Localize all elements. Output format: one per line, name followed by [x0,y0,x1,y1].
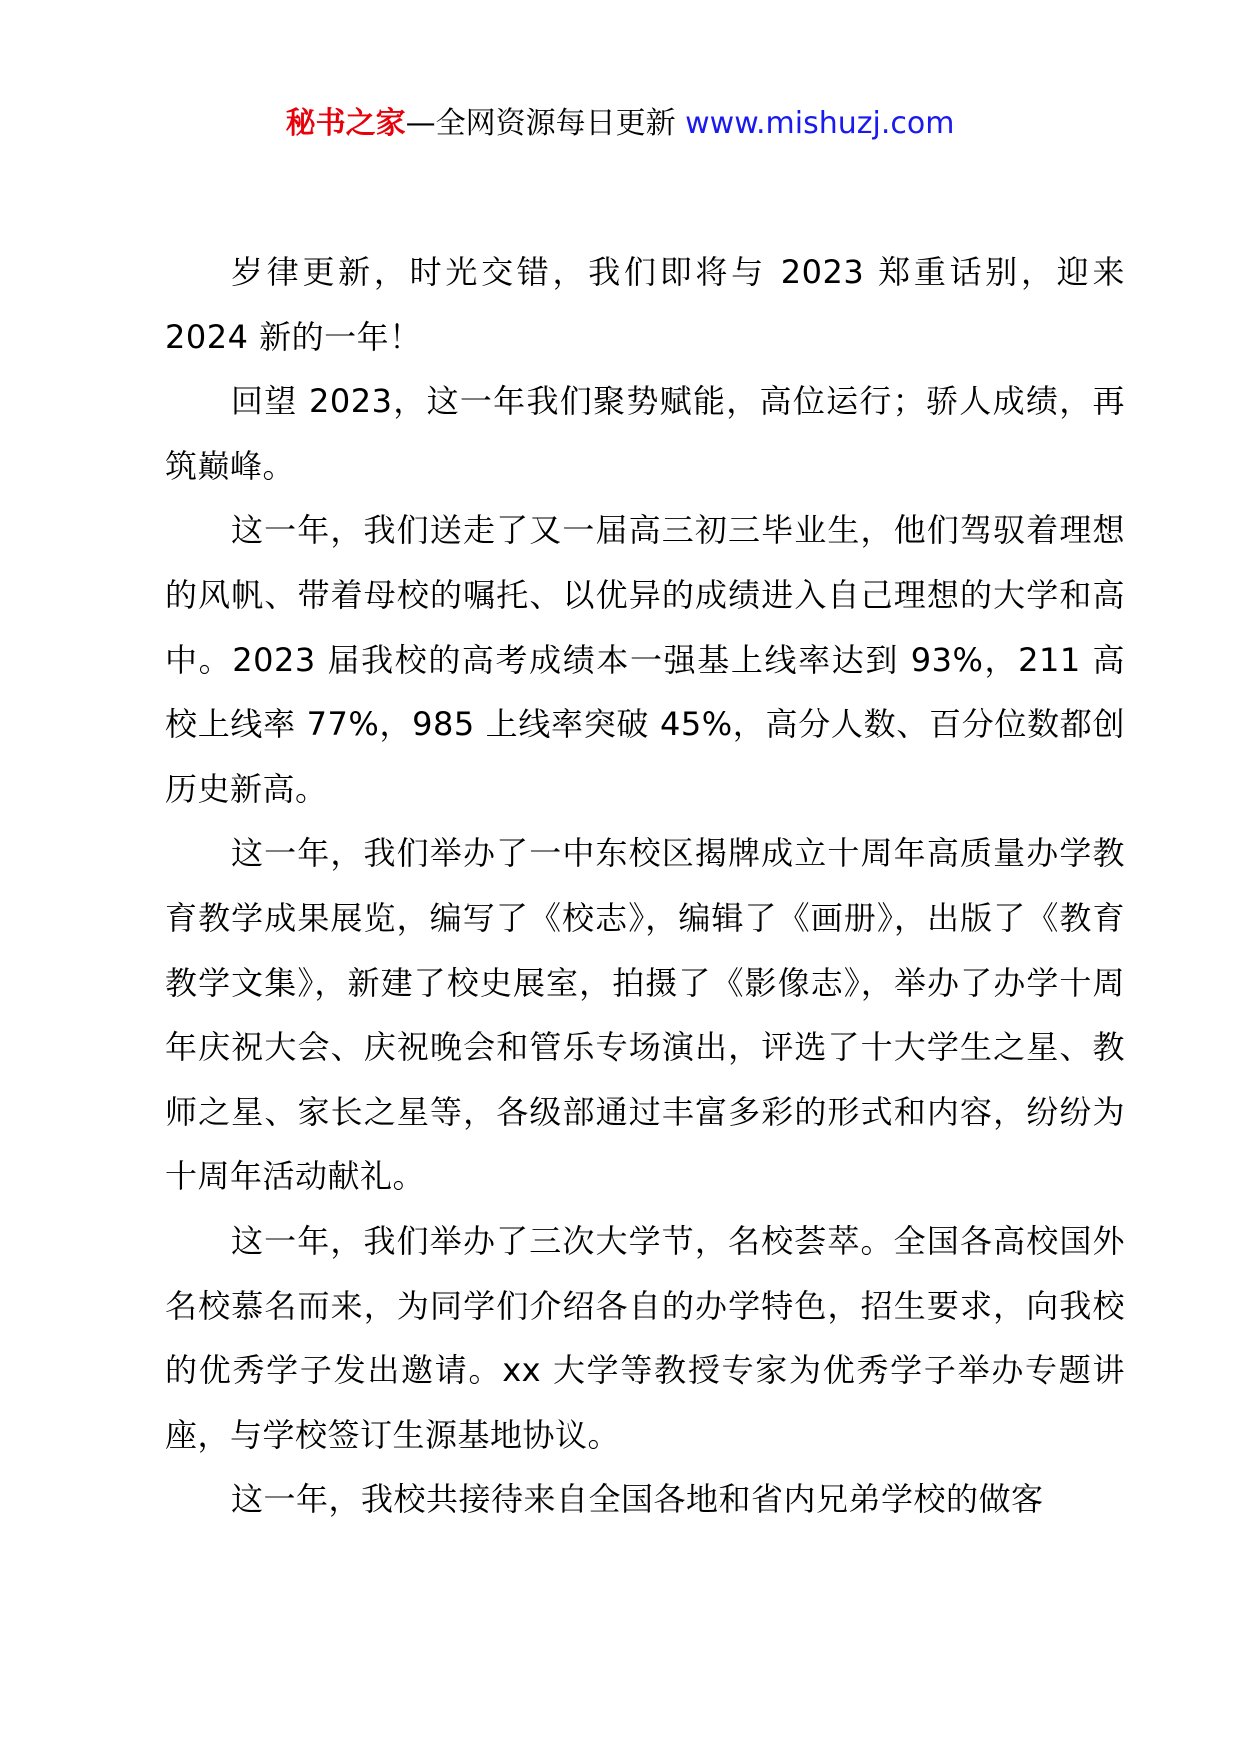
paragraph: 这一年，我们举办了一中东校区揭牌成立十周年高质量办学教育教学成果展览，编写了《校志》，编辑了《画册》，出版了《教育教学文集》，新建了校史展室，拍摄了《影像志》，举办了办学十周年庆祝大会、庆祝晚会和管乐专场演出，评选了十大学生之星、教师之星、家长之星等，各级部通过丰富多彩的形式和内容，纷纷为十周年活动献礼。 [165,834,1125,1196]
document-body [165,240,1125,1532]
website-link[interactable]: www.mishuzj.com [685,106,955,141]
paragraph: 回望 2023，这一年我们聚势赋能，高位运行；骄人成绩，再筑巅峰。 [165,382,1125,485]
paragraph: 这一年，我们举办了三次大学节，名校荟萃。全国各高校国外名校慕名而来，为同学们介绍各自的办学特色，招生要求，向我校的优秀学子发出邀请。xx 大学等教授专家为优秀学子举办专题讲座，与学校签订生源基地协议。 [165,1221,1125,1454]
brand-name: 秘书之家 [285,106,406,141]
header-tagline: —全网资源每日更新 [405,106,686,141]
page-header [0,100,1240,148]
paragraph: 这一年，我校共接待来自全国各地和省内兄弟学校的做客 [231,1480,1044,1519]
paragraph: 岁律更新，时光交错，我们即将与 2023 郑重话别，迎来 2024 新的一年！ [165,253,1125,356]
paragraph: 这一年，我们送走了又一届高三初三毕业生，他们驾驭着理想的风帆、带着母校的嘱托、以优异的成绩进入自己理想的大学和高中。2023 届我校的高考成绩本一强基上线率达到 93%，211 高校上线率 77%，985 上线率突破 45%，高分人数、百分位数都创历史新高。 [165,511,1125,808]
